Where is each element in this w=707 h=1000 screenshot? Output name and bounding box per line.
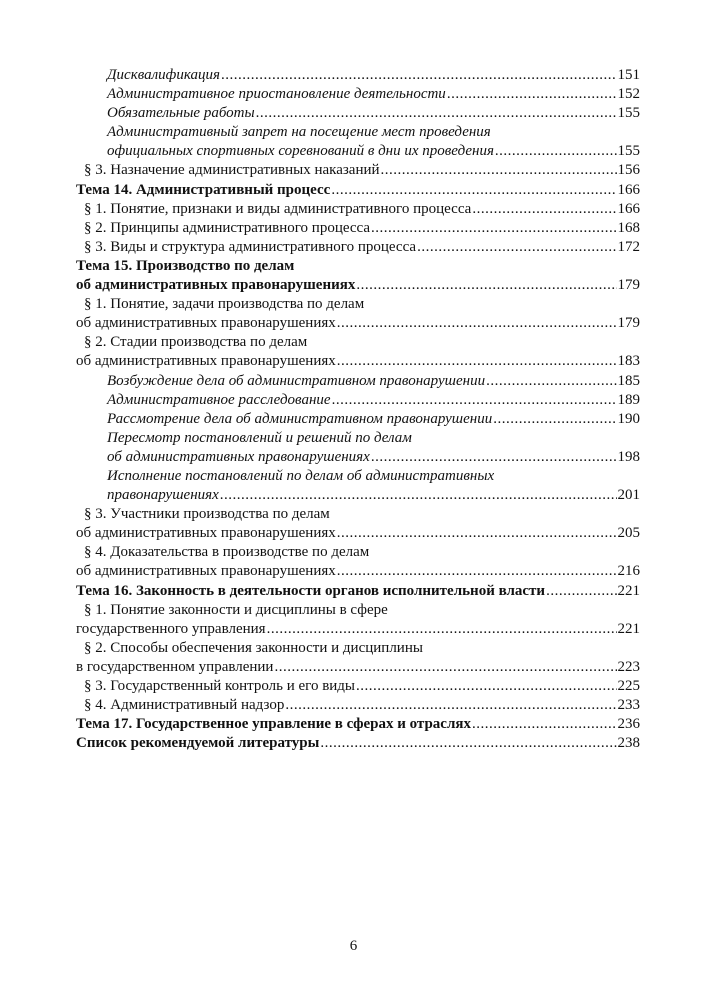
toc-chapter[interactable] [76,734,640,753]
toc-entry[interactable] [76,85,640,104]
toc-entry-title: Рассмотрение дела об административном правонарушении [107,410,493,427]
toc-entry-title: § 1. Понятие, признаки и виды административного процесса [84,200,472,217]
toc-entry-title: об административных правонарушениях [76,563,336,580]
dot-leader [331,181,616,200]
toc-entry[interactable] [76,372,640,391]
dot-leader [267,620,617,639]
toc-entry-title: об административных правонарушениях [107,448,370,465]
dot-leader [495,142,617,161]
toc-entry-title: § 4. Административный надзор [84,697,285,714]
toc-section[interactable] [76,161,640,180]
toc-chapter[interactable] [76,582,640,601]
toc-entry-title: § 1. Понятие законности и дисциплины в сфере [84,601,388,618]
toc-entry-page: 223 [617,658,640,675]
dot-leader [256,104,617,123]
toc-section[interactable] [76,658,640,677]
toc-entry-title: об административных правонарушениях [76,525,336,542]
toc-entry-page: 166 [617,181,640,198]
toc-entry-title: Тема 14. Административный процесс [76,181,331,198]
toc-entry-page: 233 [617,697,640,714]
toc-section[interactable] [76,677,640,696]
dot-leader [337,314,617,333]
toc-entry-title: Возбуждение дела об административном правонарушении [107,372,486,389]
toc-entry-page: 152 [617,86,640,103]
toc-entry[interactable] [76,391,640,410]
toc-entry-title: Исполнение постановлений по делам об административных [107,467,495,484]
toc-section-continued[interactable] [76,505,640,524]
toc-entry-page: 183 [617,353,640,370]
toc-entry-page: 205 [617,525,640,542]
toc-entry-title: официальных спортивных соревнований в дни их проведения [107,143,494,160]
toc-entry-title: § 3. Виды и структура административного процесса [84,238,417,255]
toc-entry[interactable] [76,410,640,429]
dot-leader [337,562,617,581]
toc-entry-title: § 3. Участники производства по делам [84,506,330,523]
dot-leader [320,734,616,753]
toc-entry-title: § 4. Доказательства в производстве по делам [84,544,370,561]
dot-leader [220,486,617,505]
toc-entry-page: 179 [617,277,640,294]
toc-entry-page: 198 [617,448,640,465]
dot-leader [381,161,617,180]
dot-leader [546,582,616,601]
toc-entry-page: 179 [617,315,640,332]
toc-entry-title: государственного управления [76,620,266,637]
toc-entry-title: Тема 16. Законность в деятельности органов исполнительной власти [76,582,546,599]
toc-entry-title: правонарушениях [107,487,219,504]
toc-section[interactable] [76,200,640,219]
toc-section-continued[interactable] [76,601,640,620]
toc-entry-page: 172 [617,238,640,255]
toc-entry-page: 201 [617,487,640,504]
toc-entry-title: Административное приостановление деятельности [107,86,446,103]
toc-section[interactable] [76,238,640,257]
toc-entry-title: Обязательные работы [107,105,255,122]
toc-entry[interactable] [76,66,640,85]
toc-entry-page: 221 [617,620,640,637]
dot-leader [371,448,617,467]
toc-entry-title: Тема 17. Государственное управление в сферах и отраслях [76,716,471,733]
toc-chapter[interactable] [76,715,640,734]
toc-entry-page: 151 [617,67,640,83]
toc-entry-page: 155 [617,105,640,122]
dot-leader [447,85,617,104]
toc-entry-title: § 1. Понятие, задачи производства по делам [84,296,365,313]
toc-entry-page: 156 [617,162,640,179]
page-number: 6 [349,938,358,954]
toc-entry-page: 166 [617,200,640,217]
toc-entry-page: 168 [617,219,640,236]
toc-section-continued[interactable] [76,639,640,658]
dot-leader [493,410,616,429]
dot-leader [337,524,617,543]
dot-leader [472,200,616,219]
toc-entry-page: 236 [617,716,640,733]
toc-section[interactable] [76,524,640,543]
toc-chapter[interactable] [76,276,640,295]
dot-leader [337,352,617,371]
toc-entry-title: об административных правонарушениях [76,315,336,332]
toc-section[interactable] [76,696,640,715]
dot-leader [285,696,616,715]
toc-section-continued[interactable] [76,333,640,352]
toc-entry-title: Административный запрет на посещение мест проведения [107,124,491,141]
toc-entry-title: Пересмотр постановлений и решений по делам [107,429,412,446]
toc-entry-title: в государственном управлении [76,658,274,675]
dot-leader [486,372,616,391]
toc-entry-title: об административных правонарушениях [76,277,356,294]
toc-entry-title: § 2. Принципы административного процесса [84,219,371,236]
toc-entry-page: 238 [617,735,640,752]
toc-entry-title: § 2. Стадии производства по делам [84,334,308,351]
toc-entry-title: Дисквалификация [107,67,220,83]
toc-section[interactable] [76,620,640,639]
dot-leader [332,391,617,410]
toc-entry-continued[interactable] [76,467,640,486]
toc-entry-title: § 2. Способы обеспечения законности и дисциплины [84,639,423,656]
dot-leader [472,715,617,734]
dot-leader [274,658,616,677]
toc-chapter-continued[interactable] [76,257,640,276]
toc-entry-title: Тема 15. Производство по делам [76,257,295,274]
table-of-contents [76,66,640,753]
dot-leader [356,677,616,696]
toc-entry-page: 216 [617,563,640,580]
toc-entry-title: § 3. Государственный контроль и его виды [84,678,356,694]
toc-section[interactable] [76,562,640,581]
toc-section[interactable] [76,219,640,238]
toc-entry-title: Административное расследование [107,391,331,408]
toc-section[interactable] [76,352,640,371]
toc-section[interactable] [76,314,640,333]
dot-leader [417,238,616,257]
toc-entry[interactable] [76,448,640,467]
toc-entry-page: 189 [617,391,640,408]
toc-entry-page: 190 [617,410,640,427]
toc-entry[interactable] [76,104,640,123]
toc-entry-continued[interactable] [76,429,640,448]
toc-entry[interactable] [76,486,640,505]
dot-leader [221,66,617,85]
toc-section-continued[interactable] [76,295,640,314]
toc-entry-continued[interactable] [76,123,640,142]
toc-entry-page: 221 [617,582,640,599]
toc-entry[interactable] [76,142,640,161]
toc-chapter[interactable] [76,181,640,200]
toc-entry-page: 225 [617,678,640,694]
dot-leader [371,219,616,238]
dot-leader [356,276,616,295]
toc-section-continued[interactable] [76,543,640,562]
toc-entry-title: Список рекомендуемой литературы [76,735,320,752]
toc-entry-page: 185 [617,372,640,389]
toc-entry-title: об административных правонарушениях [76,353,336,370]
toc-entry-title: § 3. Назначение административных наказаний [84,162,380,179]
toc-entry-page: 155 [617,143,640,160]
